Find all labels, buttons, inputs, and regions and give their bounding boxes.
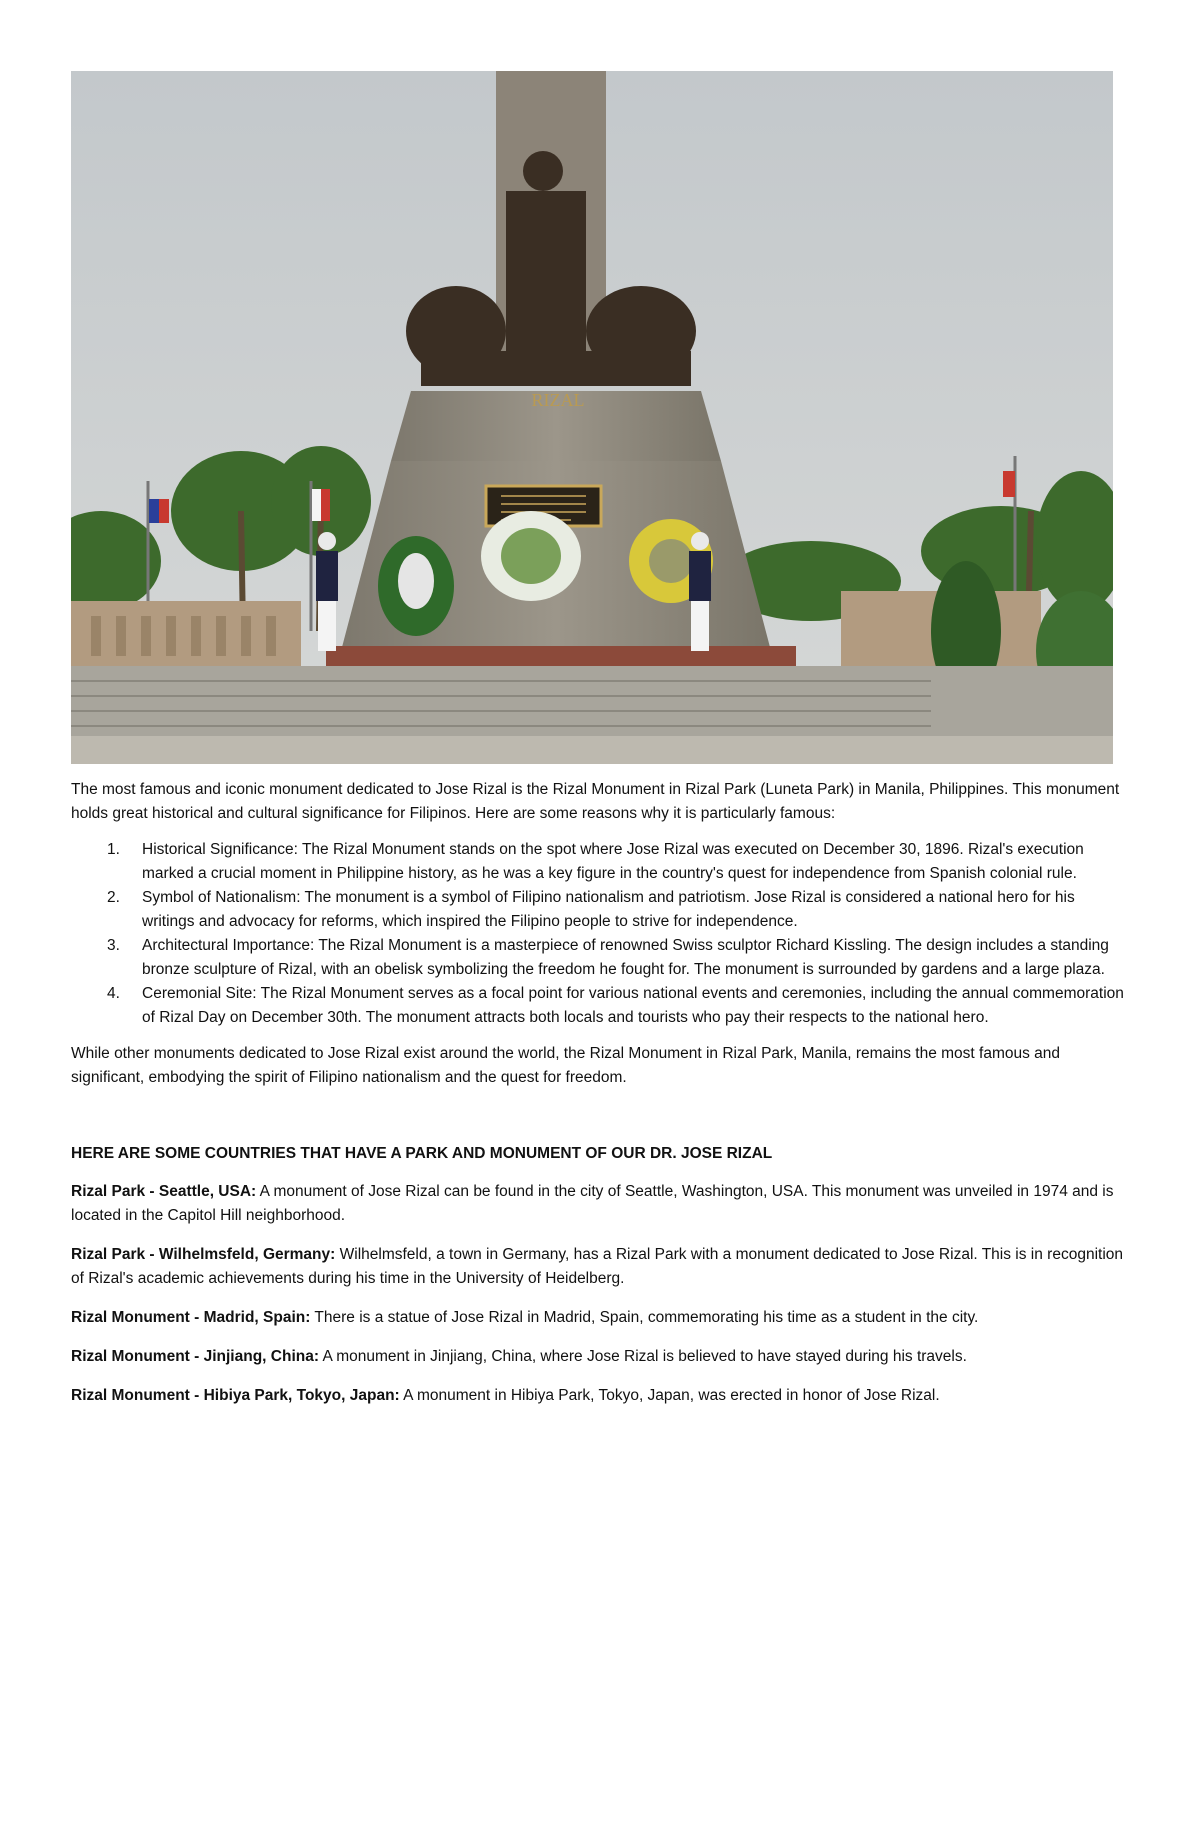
- plaque-rizal-text: RIZAL: [531, 390, 585, 410]
- list-item: [71, 934, 1131, 982]
- list-number: 2.: [107, 889, 120, 906]
- entry-title: Rizal Park - Wilhelmsfeld, Germany:: [71, 1246, 336, 1263]
- list-item: [71, 838, 1131, 886]
- entry-text: There is a statue of Jose Rizal in Madrid, Spain, commemorating his time as a student in the city.: [310, 1309, 979, 1326]
- list-item: [71, 982, 1131, 1030]
- entry-text: A monument of Jose Rizal can be found in the city of Seattle, Washington, USA. This monument was unveiled in 1974 and is located in the Capitol Hill neighborhood.: [71, 1183, 1114, 1224]
- list-number: 1.: [107, 841, 120, 858]
- entry-text: A monument in Hibiya Park, Tokyo, Japan, was erected in honor of Jose Rizal.: [399, 1387, 940, 1404]
- list-number: 3.: [107, 937, 120, 954]
- conclusion-paragraph: While other monuments dedicated to Jose Rizal exist around the world, the Rizal Monument in Rizal Park, Manila, remains the most famous and significant, embodying the spirit of Filipino nationalism and the quest for freedom.: [71, 1045, 1061, 1086]
- list-item: [71, 886, 1131, 934]
- list-item-text: Historical Significance: The Rizal Monument stands on the spot where Jose Rizal was executed on December 30, 1896. Rizal's execution marked a crucial moment in Philippine history, as he was a key figure in the country's quest for independence from Spanish colonial rule.: [142, 841, 1084, 882]
- monument-entry-tokyo: [71, 1384, 1131, 1408]
- entry-title: Rizal Monument - Jinjiang, China:: [71, 1348, 319, 1365]
- entry-title: Rizal Monument - Madrid, Spain:: [71, 1309, 311, 1326]
- entry-title: Rizal Monument - Hibiya Park, Tokyo, Japan:: [71, 1387, 400, 1404]
- reasons-list: [71, 838, 1131, 1030]
- rizal-monument-photo: [71, 71, 1113, 764]
- entry-text: A monument in Jinjiang, China, where Jose Rizal is believed to have stayed during his travels.: [319, 1348, 967, 1365]
- monument-entry-wilhelmsfeld: [71, 1243, 1131, 1291]
- list-item-text: Ceremonial Site: The Rizal Monument serves as a focal point for various national events and ceremonies, including the annual commemoration of Rizal Day on December 30th. The monument attracts both locals and tourists who pay their respects to the national hero.: [142, 985, 1124, 1026]
- intro-paragraph: The most famous and iconic monument dedicated to Jose Rizal is the Rizal Monument in Rizal Park (Luneta Park) in Manila, Philippines. This monument holds great historical and cultural significance for Filipinos. Here are some reasons why it is particularly famous:: [71, 781, 1120, 822]
- list-item-text: Symbol of Nationalism: The monument is a symbol of Filipino nationalism and patriotism. Jose Rizal is considered a national hero for his writings and advocacy for reforms, which inspired the Filipino people to strive for independence.: [142, 889, 1075, 930]
- list-item-text: Architectural Importance: The Rizal Monument is a masterpiece of renowned Swiss sculptor Richard Kissling. The design includes a standing bronze sculpture of Rizal, with an obelisk symbolizing the freedom he fought for. The monument is surrounded by gardens and a large plaza.: [142, 937, 1109, 978]
- list-number: 4.: [107, 985, 120, 1002]
- entry-text: Wilhelmsfeld, a town in Germany, has a Rizal Park with a monument dedicated to Jose Rizal. This is in recognition of Rizal's academic achievements during his time in the University of Heidelberg.: [71, 1246, 1124, 1287]
- entry-title: Rizal Park - Seattle, USA:: [71, 1183, 257, 1200]
- section-heading: HERE ARE SOME COUNTRIES THAT HAVE A PARK AND MONUMENT OF OUR DR. JOSE RIZAL: [71, 1145, 773, 1162]
- monument-entry-madrid: [71, 1306, 1131, 1330]
- monument-entry-seattle: [71, 1180, 1131, 1228]
- article-body: [71, 778, 1131, 1423]
- monument-entry-jinjiang: [71, 1345, 1131, 1369]
